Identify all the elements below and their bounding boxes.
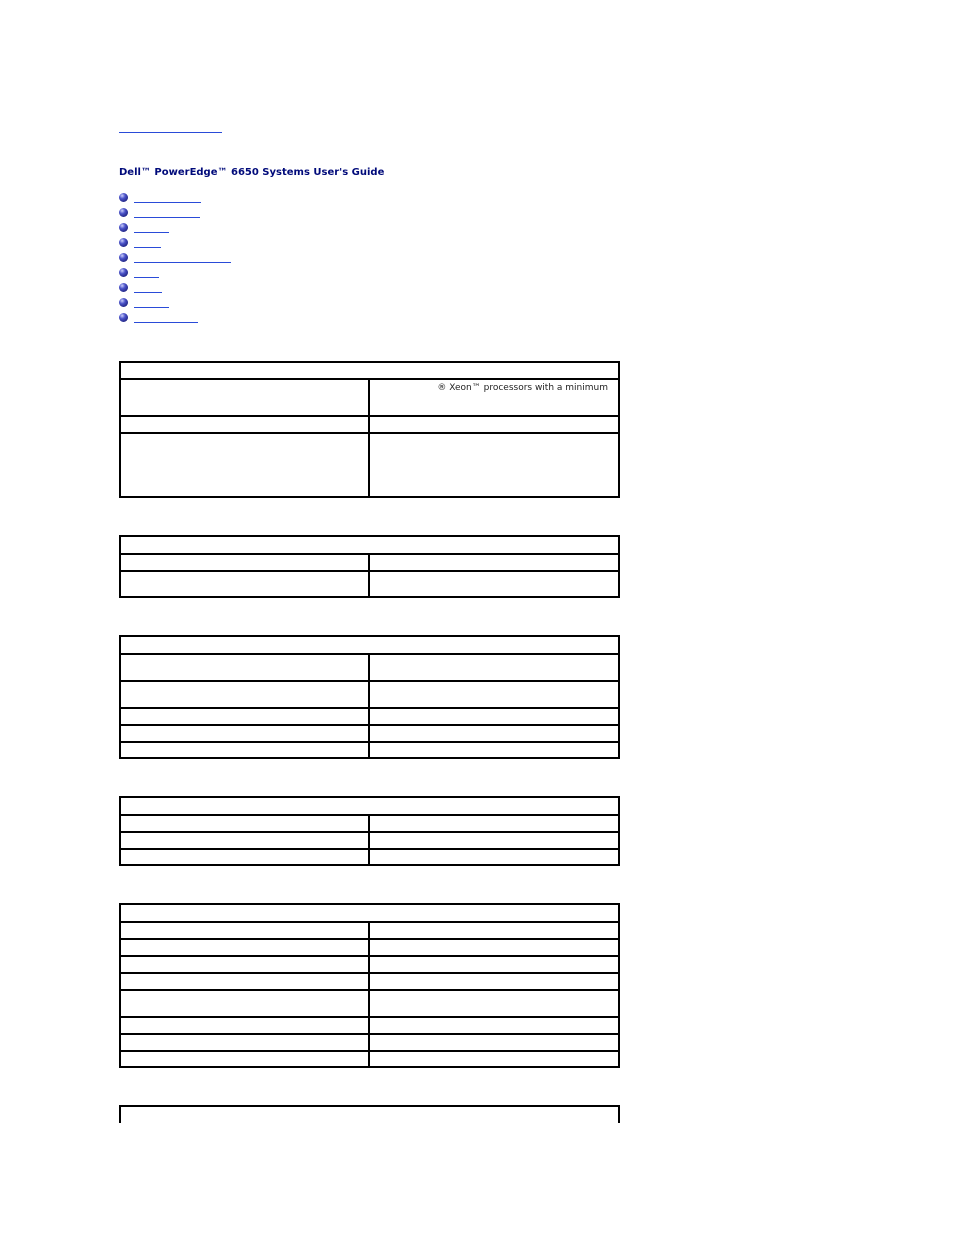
table-row: [121, 940, 618, 957]
table-cell-label: [121, 555, 370, 570]
table-row: [121, 1052, 618, 1066]
table-cell-value: [370, 682, 618, 707]
table-cell-value: [370, 434, 618, 496]
table-cell-label: [121, 974, 370, 989]
toc-link[interactable]: [134, 292, 162, 293]
table-cell-label: [121, 923, 370, 938]
table-cell-value: [370, 957, 618, 972]
table-cell-value: [370, 1052, 618, 1066]
table-cell-label: [121, 833, 370, 848]
table-row: [121, 555, 618, 572]
table-row: [121, 682, 618, 709]
bullet-icon: [119, 283, 128, 292]
spec-table-memory: [119, 635, 620, 759]
table-cell-value: [370, 655, 618, 680]
table-cell-value: [370, 974, 618, 989]
bullet-icon: [119, 313, 128, 322]
bullet-icon: [119, 223, 128, 232]
table-row: [121, 380, 618, 417]
table-row: [121, 816, 618, 833]
table-cell-label: [121, 726, 370, 741]
table-cell-value: [370, 726, 618, 741]
table-cell-label: [121, 655, 370, 680]
toc-link[interactable]: [134, 202, 201, 203]
table-cell-label: [121, 380, 370, 415]
toc-link[interactable]: [134, 277, 159, 278]
table-cell-label: [121, 957, 370, 972]
table-cell-label: [121, 434, 370, 496]
table-row: [121, 1035, 618, 1052]
table-row: [121, 1018, 618, 1035]
spec-table-partial: [119, 1105, 620, 1123]
table-cell-label: [121, 850, 370, 864]
table-row: [121, 923, 618, 940]
bullet-icon: [119, 208, 128, 217]
table-cell-value: [370, 850, 618, 864]
table-cell-label: [121, 417, 370, 432]
bullet-icon: [119, 298, 128, 307]
top-link[interactable]: [119, 120, 222, 133]
toc-link[interactable]: [134, 262, 231, 263]
table-cell-value: [370, 833, 618, 848]
toc-link[interactable]: [134, 217, 200, 218]
table-cell-label: [121, 991, 370, 1016]
table-cell-value: [370, 709, 618, 724]
toc-link[interactable]: [134, 322, 198, 323]
table-header: [121, 537, 618, 555]
table-row: [121, 991, 618, 1018]
table-cell-value: [370, 991, 618, 1016]
table-row: [121, 833, 618, 850]
table-row: [121, 572, 618, 596]
table-cell-value: [370, 555, 618, 570]
table-header: [121, 637, 618, 655]
spec-table-microprocessor: [119, 361, 620, 498]
table-row: [121, 743, 618, 757]
table-row: [121, 434, 618, 496]
table-cell-value: [370, 572, 618, 596]
toc-link[interactable]: [134, 247, 161, 248]
table-cell-value: [370, 417, 618, 432]
spec-table-ports-connectors: [119, 903, 620, 1068]
bullet-icon: [119, 193, 128, 202]
table-cell-label: [121, 1018, 370, 1033]
bullet-icon: [119, 238, 128, 247]
table-cell-value: [370, 1035, 618, 1050]
table-row: [121, 417, 618, 434]
table-cell-value: [370, 743, 618, 757]
table-cell-value: [370, 816, 618, 831]
table-header: [121, 363, 618, 380]
table-row: [121, 726, 618, 743]
table-row: [121, 655, 618, 682]
table-cell-label: [121, 816, 370, 831]
bullet-icon: [119, 253, 128, 262]
table-row: [121, 709, 618, 726]
table-cell-label: [121, 1052, 370, 1066]
page-title: Dell™ PowerEdge™ 6650 Systems User's Guide: [119, 167, 385, 178]
table-cell-label: [121, 940, 370, 955]
table-row: [121, 957, 618, 974]
table-cell-label: [121, 682, 370, 707]
table-header: [121, 905, 618, 923]
table-cell-label: [121, 1035, 370, 1050]
bullet-icon: [119, 268, 128, 277]
table-header: [121, 798, 618, 816]
table-cell-label: [121, 743, 370, 757]
table-cell-value: [370, 940, 618, 955]
table-cell-label: [121, 709, 370, 724]
table-cell-label: [121, 572, 370, 596]
toc-link[interactable]: [134, 232, 169, 233]
spec-table-expansion-bus: [119, 535, 620, 598]
table-cell-value: [370, 1018, 618, 1033]
table-row: [121, 850, 618, 864]
toc-link[interactable]: [134, 307, 169, 308]
table-cell-value: [370, 923, 618, 938]
table-row: [121, 974, 618, 991]
table-cell-value: ® Xeon™ processors with a minimum: [437, 383, 608, 393]
spec-table-drives: [119, 796, 620, 866]
